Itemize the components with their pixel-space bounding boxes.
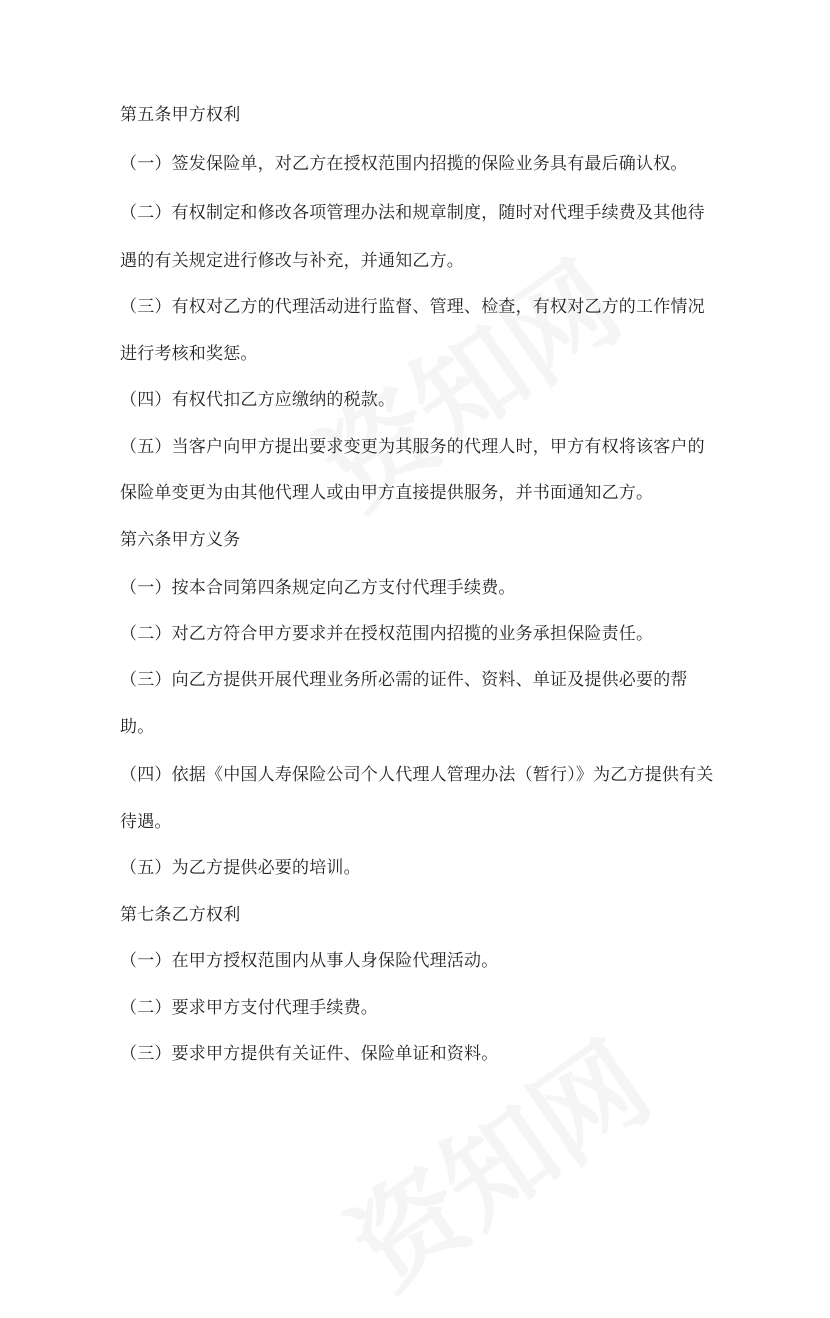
paragraph-line: （三）有权对乙方的代理活动进行监督、管理、检查，有权对乙方的工作情况 <box>120 297 705 317</box>
paragraph-line: （一）按本合同第四条规定向乙方支付代理手续费。 <box>120 578 516 598</box>
paragraph-line: 待遇。 <box>120 812 172 832</box>
paragraph-line: 遇的有关规定进行修改与补充，并通知乙方。 <box>120 251 464 271</box>
paragraph-line: （一）签发保险单，对乙方在授权范围内招揽的保险业务具有最后确认权。 <box>120 154 688 174</box>
section-heading-7: 第七条乙方权利 <box>120 905 241 925</box>
paragraph-line: （一）在甲方授权范围内从事人身保险代理活动。 <box>120 951 499 971</box>
paragraph-line: （二）要求甲方支付代理手续费。 <box>120 998 378 1018</box>
paragraph-line: （三）向乙方提供开展代理业务所必需的证件、资料、单证及提供必要的帮 <box>120 670 688 690</box>
paragraph-line: （五）为乙方提供必要的培训。 <box>120 858 361 878</box>
paragraph-line: （四）依据《中国人寿保险公司个人代理人管理办法（暂行）》为乙方提供有关 <box>120 765 714 785</box>
paragraph-line: 助。 <box>120 717 155 737</box>
paragraph-line: （二）有权制定和修改各项管理办法和规章制度，随时对代理手续费及其他待 <box>120 203 705 223</box>
paragraph-line: （三）要求甲方提供有关证件、保险单证和资料。 <box>120 1044 499 1064</box>
paragraph-line: （四）有权代扣乙方应缴纳的税款。 <box>120 390 396 410</box>
paragraph-line: 进行考核和奖惩。 <box>120 344 258 364</box>
section-heading-6: 第六条甲方义务 <box>120 530 241 550</box>
section-heading-5: 第五条甲方权利 <box>120 105 241 125</box>
paragraph-line: （五）当客户向甲方提出要求变更为其服务的代理人时，甲方有权将该客户的 <box>120 437 705 457</box>
paragraph-line: （二）对乙方符合甲方要求并在授权范围内招揽的业务承担保险责任。 <box>120 624 654 644</box>
paragraph-line: 保险单变更为由其他代理人或由甲方直接提供服务，并书面通知乙方。 <box>120 483 654 503</box>
